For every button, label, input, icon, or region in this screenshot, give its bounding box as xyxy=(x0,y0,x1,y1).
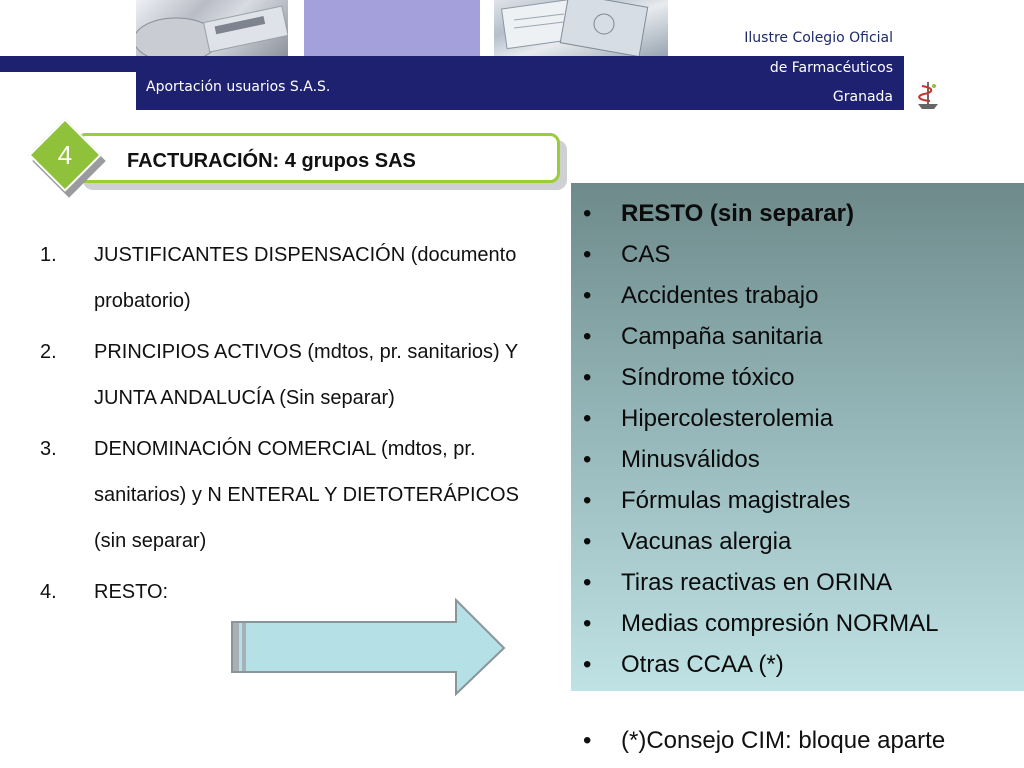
list-item-text: Minusválidos xyxy=(621,446,760,473)
list-item-text: Vacunas alergia xyxy=(621,528,792,555)
list-item-text: Síndrome tóxico xyxy=(621,364,795,391)
header-photo-prescriptions xyxy=(494,0,668,56)
rest-groups-panel xyxy=(571,183,1024,691)
list-item-text: Hipercolesterolemia xyxy=(621,405,834,432)
list-item xyxy=(583,603,938,644)
list-item-number: 4. xyxy=(40,581,57,603)
list-item-text: Medias compresión NORMAL xyxy=(621,610,939,637)
bullet: • xyxy=(583,323,592,350)
footnote xyxy=(583,720,945,761)
list-item xyxy=(40,426,530,564)
slide-title: FACTURACIÓN: 4 grupos SAS xyxy=(127,150,416,172)
list-item xyxy=(583,398,938,439)
list-item xyxy=(583,316,938,357)
right-arrow-icon xyxy=(230,598,510,703)
list-item-text: PRINCIPIOS ACTIVOS (mdtos, pr. sanitarios) Y JUNTA ANDALUCÍA (Sin separar) xyxy=(94,341,518,409)
list-item xyxy=(583,357,938,398)
list-item-text: Accidentes trabajo xyxy=(621,282,819,309)
bullet: • xyxy=(583,241,592,268)
list-item-text: DENOMINACIÓN COMERCIAL (mdtos, pr. sanitarios) y N ENTERAL Y DIETOTERÁPICOS (sin separar) xyxy=(94,438,519,552)
bullet: • xyxy=(583,282,592,309)
header-color-block xyxy=(304,0,480,56)
rest-groups-list xyxy=(583,193,938,685)
bullet: • xyxy=(583,200,592,227)
list-item xyxy=(583,439,938,480)
bullet: • xyxy=(583,651,592,678)
org-name-line1: Ilustre Colegio Oficial xyxy=(744,30,893,46)
org-name-line2: de Farmacéuticos xyxy=(769,60,893,76)
header-bar-strip xyxy=(0,56,136,72)
list-item-number: 1. xyxy=(40,244,57,266)
list-item xyxy=(583,275,938,316)
list-item xyxy=(583,521,938,562)
bullet: • xyxy=(583,487,592,514)
section-name: Aportación usuarios S.A.S. xyxy=(146,79,331,95)
list-item-text: RESTO: xyxy=(94,581,169,603)
bullet: • xyxy=(583,405,592,432)
slide-title-box xyxy=(76,133,560,183)
billing-groups-list xyxy=(40,232,530,620)
slide-number: 4 xyxy=(57,139,73,170)
bullet: • xyxy=(583,364,592,391)
list-item-text: Otras CCAA (*) xyxy=(621,651,784,678)
list-item-number: 2. xyxy=(40,341,57,363)
bullet: • xyxy=(583,569,592,596)
list-item xyxy=(583,562,938,603)
list-item xyxy=(583,644,938,685)
list-item-text: Fórmulas magistrales xyxy=(621,487,851,514)
bullet: • xyxy=(583,528,592,555)
list-item-text: CAS xyxy=(621,241,671,268)
org-name-line3: Granada xyxy=(832,89,893,105)
list-heading: RESTO (sin separar) xyxy=(621,200,854,227)
header-bar xyxy=(136,56,904,110)
list-item xyxy=(583,480,938,521)
list-item-text: JUSTIFICANTES DISPENSACIÓN (documento probatorio) xyxy=(94,244,517,312)
list-item-text: Campaña sanitaria xyxy=(621,323,823,350)
bullet: • xyxy=(583,727,592,754)
list-item-text: Tiras reactivas en ORINA xyxy=(621,569,893,596)
pharmacy-logo-icon xyxy=(912,80,944,115)
list-item-number: 3. xyxy=(40,438,57,460)
bullet: • xyxy=(583,446,592,473)
header-photo-scale xyxy=(136,0,288,56)
bullet: • xyxy=(583,610,592,637)
footnote-text: (*)Consejo CIM: bloque aparte xyxy=(621,727,946,754)
list-item xyxy=(40,329,530,421)
list-item xyxy=(40,232,530,324)
list-item xyxy=(583,234,938,275)
list-item-heading xyxy=(583,193,938,234)
